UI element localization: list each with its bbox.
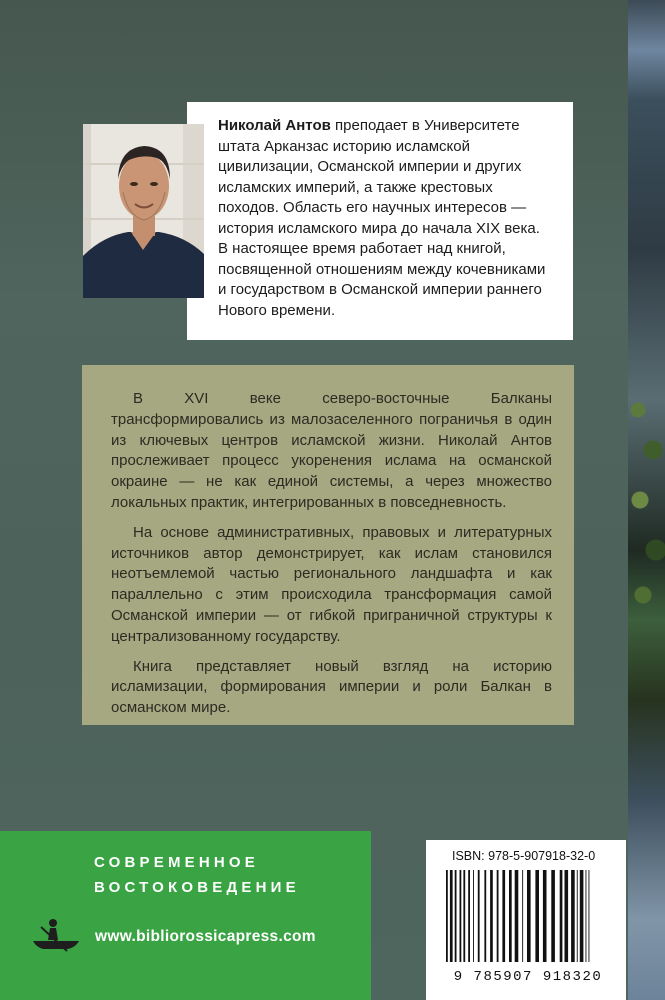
barcode-bar — [502, 870, 505, 962]
author-photo — [83, 124, 204, 298]
barcode-bar — [484, 870, 486, 962]
author-bio-line: В настоящее время работает над книгой, — [218, 240, 506, 257]
barcode-bar — [571, 870, 575, 962]
barcode-bar — [535, 870, 539, 962]
author-bio-line: походов. Область его научных интересов — — [218, 199, 527, 216]
barcode-bar — [455, 870, 457, 962]
barcode-bar — [565, 870, 569, 962]
barcode-bars — [446, 870, 589, 962]
barcode-bar — [515, 870, 519, 962]
barcode-bar — [509, 870, 512, 962]
barcode-bar — [478, 870, 480, 962]
barcode-bar — [586, 870, 587, 962]
barcode-bar — [527, 870, 531, 962]
isbn-label: ISBN: 978-5-907918-32-0 — [452, 849, 596, 863]
barcode-bar — [543, 870, 547, 962]
boat-rower-icon — [31, 915, 81, 957]
author-bio-line: Нового времени. — [218, 301, 336, 319]
author-bio — [218, 116, 564, 321]
author-bio-line: цивилизации, Османской империи и других — [218, 158, 522, 175]
barcode-bar — [468, 870, 470, 962]
author-bio-line: штата Арканзас историю исламской — [218, 137, 471, 155]
author-bio-line: исламских империй, а также крестовых — [218, 178, 493, 196]
barcode-bar — [580, 870, 584, 962]
annotation-text — [111, 389, 552, 728]
barcode-bar — [589, 870, 590, 962]
series-title-line: СОВРЕМЕННОЕ — [94, 854, 260, 871]
barcode-bar — [450, 870, 453, 962]
barcode-bar — [560, 870, 563, 962]
author-bio-line: преподает в Университете — [330, 117, 520, 134]
barcode-bar — [460, 870, 462, 962]
publisher-url[interactable]: www.bibliorossicapress.com — [95, 928, 316, 945]
barcode-bar — [522, 870, 523, 962]
foliage-decoration — [628, 380, 665, 630]
barcode-digits: 9 785907 918320 — [453, 969, 603, 984]
author-bio-line: и государством в Османской империи раннего — [218, 281, 542, 298]
barcode-bar — [551, 870, 555, 962]
barcode-bar — [463, 870, 465, 962]
annotation-paragraph: На основе административных, правовых и литературных источников автор демонстрирует, как ислам становился неотъемлемой частью регионального ландшафта и как параллельно с этим происходила трансформация самой Османской империи — от гибкой приграничной структуры к централизованному государству. — [111, 523, 552, 645]
series-title-line: ВОСТОКОВЕДЕНИЕ — [94, 879, 300, 896]
barcode-bar — [577, 870, 578, 962]
barcode-bar — [473, 870, 474, 962]
annotation-paragraph: Книга представляет новый взгляд на историю исламизации, формирования империи и роли Балкан в османском мире. — [111, 657, 552, 717]
barcode-bar — [446, 870, 448, 962]
series-title — [94, 850, 364, 900]
barcode-bar — [490, 870, 493, 962]
barcode — [434, 866, 622, 984]
author-name: Николай Антов — [218, 117, 331, 134]
barcode-bar — [497, 870, 499, 962]
author-bio-line: посвященной отношениям между кочевниками — [218, 260, 546, 278]
author-portrait-icon — [83, 124, 204, 298]
annotation-paragraph: В XVI веке северо-восточные Балканы трансформировались из малозаселенного пограничья в один из ключевых центров исламской жизни. Николай Антов прослеживает процесс укоренения ислама на османской окраине — не как единой системы, а через множество локальных практик, интегрированных в повседневность. — [111, 390, 552, 511]
author-bio-line: история исламского мира до начала XIX века. — [218, 219, 540, 237]
